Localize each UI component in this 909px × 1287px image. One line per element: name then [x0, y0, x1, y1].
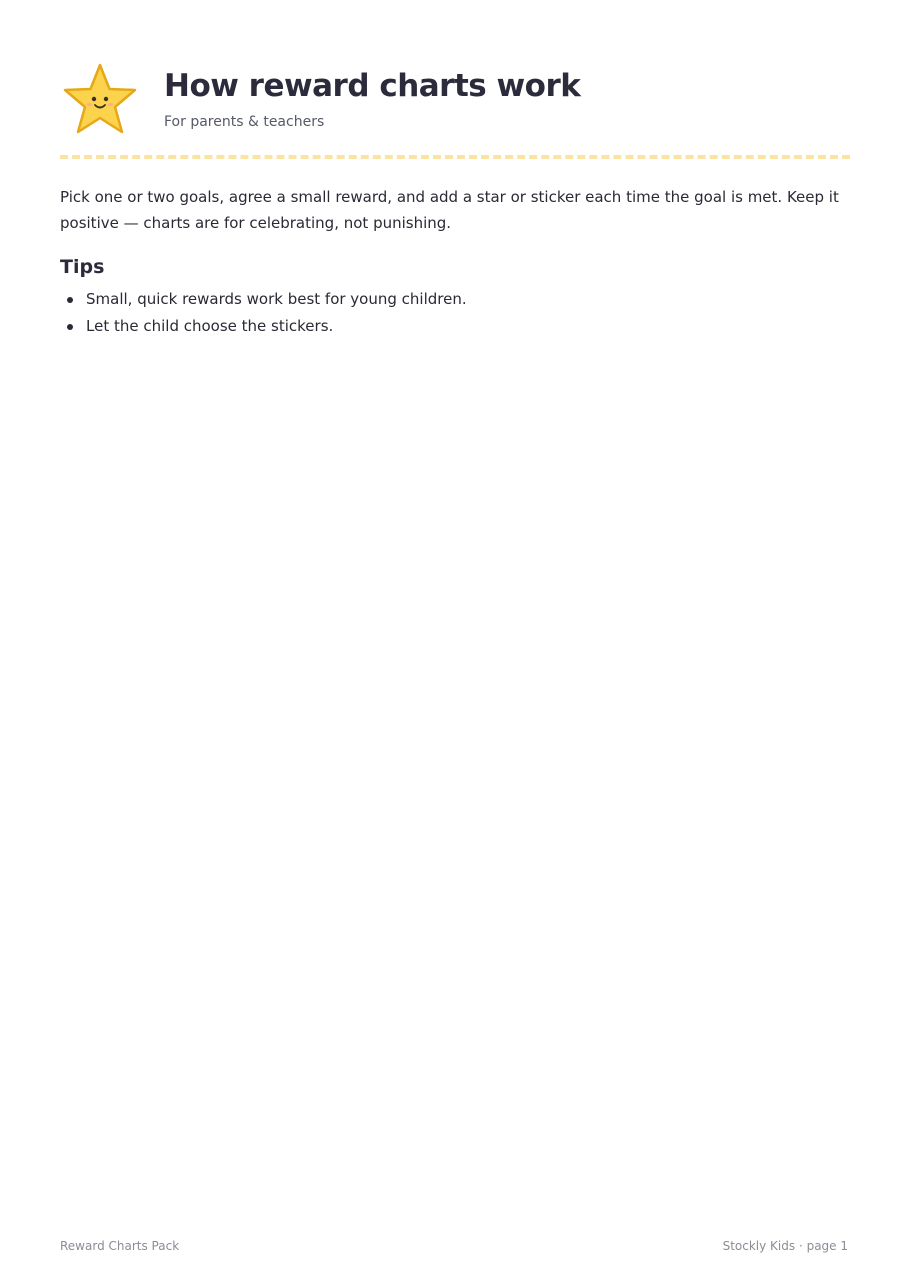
footer-pack-name: Reward Charts Pack: [60, 1239, 180, 1253]
bullet-icon: [67, 324, 73, 330]
smiling-star-icon: [60, 62, 140, 136]
tip-text: Let the child choose the stickers.: [86, 317, 334, 335]
bullet-icon: [67, 297, 73, 303]
page-subtitle: For parents & teachers: [164, 114, 325, 130]
dashed-divider: [60, 155, 850, 159]
tips-list: [60, 286, 850, 340]
tips-heading: Tips: [60, 256, 105, 278]
list-item: [60, 286, 850, 313]
page-header: [60, 62, 850, 142]
tip-text: Small, quick rewards work best for young children.: [86, 290, 467, 308]
title-block: [164, 66, 580, 132]
footer-page-number: Stockly Kids · page 1: [722, 1239, 848, 1253]
list-item: [60, 313, 850, 340]
page-title: How reward charts work: [164, 68, 581, 104]
intro-paragraph: Pick one or two goals, agree a small reward, and add a star or sticker each time the goal is met. Keep it positive — charts are for celebrating, not punishing.: [60, 188, 839, 232]
